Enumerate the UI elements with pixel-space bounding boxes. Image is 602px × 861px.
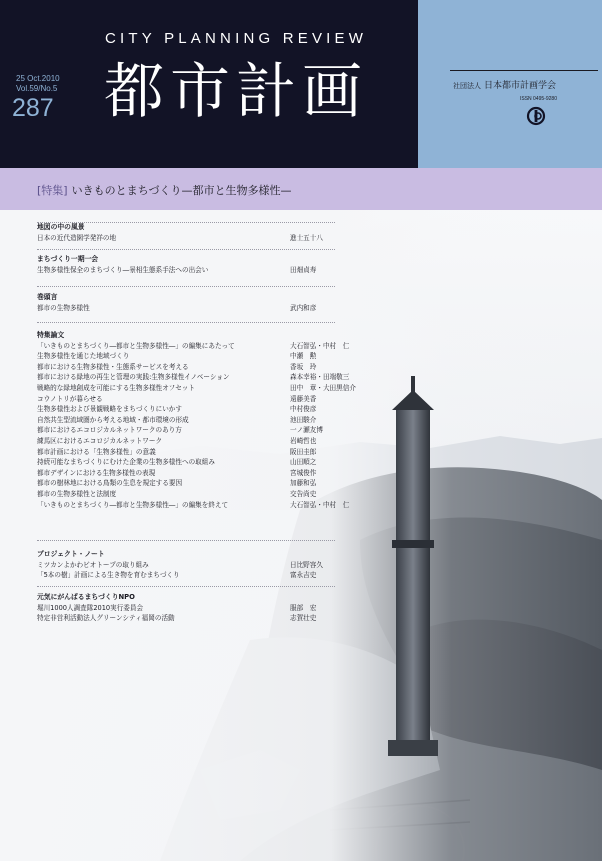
issue-volume: Vol.59/No.5: [16, 84, 58, 93]
publisher-name: 日本都市計画学会: [484, 81, 557, 91]
toc-item-title: 生物多様性保全のまちづくり―景相生態系手法への出会い: [37, 265, 209, 274]
toc-section: [37, 222, 377, 243]
toc-item-author: 森本幸裕・田端敬三: [290, 373, 350, 382]
toc-item: [37, 489, 377, 500]
toc-item-title: 「いきものとまちづくり―都市と生物多様性―」の編集にあたって: [37, 341, 235, 350]
toc-item-author: 遠藤美香: [290, 394, 317, 403]
toc-item: [37, 362, 377, 373]
toc-item-author: 服部 宏: [290, 603, 317, 612]
toc-item-title: 生物多様性および景観戦略をまちづくりにいかす: [37, 405, 182, 414]
toc-item-author: 中村俊彦: [290, 405, 317, 414]
toc-item-author: 日比野容久: [290, 560, 323, 569]
toc-divider: [37, 249, 335, 250]
feature-title: いきものとまちづくり—都市と生物多様性—: [71, 184, 292, 197]
toc-item-title: 「5本の樹」計画による生き物を育むまちづくり: [37, 571, 180, 580]
toc-item-title: 戦略的な緑地創成を可能にする生物多様性オフセット: [37, 383, 195, 392]
publisher-prefix: 社団法人: [453, 82, 481, 90]
toc-item-title: ミツカンよかわビオトープの取り組み: [37, 560, 149, 569]
toc-section-title: まちづくり一期一会: [37, 255, 99, 263]
toc-item-author: 加藤和弘: [290, 479, 317, 488]
toc-item-author: 阪田圭郎: [290, 447, 317, 456]
toc-item-author: 岩崎哲也: [290, 436, 317, 445]
toc-item: [37, 233, 377, 244]
toc-item: [37, 372, 377, 383]
toc-item: [37, 560, 377, 571]
toc-item: [37, 457, 377, 468]
toc-item-title: 「いきものとまちづくり―都市と生物多様性―」の編集を終えて: [37, 500, 229, 509]
toc-item-author: 進士五十八: [290, 233, 323, 242]
toc-item-title: 都市デザインにおける生物多様性の表現: [37, 468, 156, 477]
toc-section-title: プロジェクト・ノート: [37, 550, 105, 558]
toc-section-title: 元気にがんばるまちづくりNPO: [37, 593, 135, 601]
toc-item-title: 特定非営利活動法人グリーンシティ福岡の活動: [37, 614, 175, 623]
toc-item: [37, 613, 377, 624]
toc-section: [37, 254, 377, 275]
toc-item-title: 日本の近代造園学発祥の地: [37, 233, 117, 242]
toc-item-title: 堀川1000人調査隊2010実行委員会: [37, 603, 144, 612]
toc-item-title: 都市の生物多様性: [37, 303, 90, 312]
toc-item-title: 都市計画における「生物多様性」の意義: [37, 447, 156, 456]
toc-item: [37, 425, 377, 436]
toc-section: [37, 292, 377, 313]
toc-item-author: 中瀬 勲: [290, 352, 317, 361]
toc-item: [37, 351, 377, 362]
toc-item: [37, 570, 377, 581]
toc-item-title: 持続可能なまちづくりにむけた企業の生物多様性への取組み: [37, 458, 215, 467]
toc-item-author: 富永吉史: [290, 571, 317, 580]
toc-item-title: 都市の樹林地における鳥類の生息を規定する要因: [37, 479, 183, 488]
toc-section: [37, 330, 377, 510]
issue-date: 25 Oct.2010: [16, 74, 60, 83]
toc-section-title: 地図の中の風景: [37, 223, 85, 231]
toc-section: [37, 549, 377, 581]
toc-item-author: 田畑貞寿: [290, 265, 317, 274]
toc-item-author: 大石智弘・中村 仁: [290, 341, 350, 350]
toc-section-title: 特集論文: [37, 331, 65, 339]
toc-divider: [37, 322, 335, 323]
toc-item: [37, 436, 377, 447]
toc-item-title: 練馬区におけるエコロジカルネットワーク: [37, 436, 163, 445]
toc-item-author: 山田順之: [290, 458, 317, 467]
toc-item-author: 田中 章・大田黒信介: [290, 383, 356, 392]
toc-item: [37, 303, 377, 314]
publisher: [453, 78, 556, 91]
toc-item: [37, 404, 377, 415]
toc-item-author: 武内和彦: [290, 303, 317, 312]
toc-item: [37, 603, 377, 614]
magazine-title: 都市計画: [104, 57, 368, 127]
toc-item-author: 一ノ瀬友博: [290, 426, 323, 435]
toc-item-title: 都市におけるエコロジカルネットワークのあり方: [37, 426, 182, 435]
toc-item-author: 香坂 玲: [290, 362, 317, 371]
issue-number: 287: [12, 94, 54, 122]
toc-divider: [37, 540, 335, 541]
toc-item: [37, 500, 377, 511]
toc-item-author: 交告尚史: [290, 489, 317, 498]
toc-item-author: 大石智弘・中村 仁: [290, 500, 350, 509]
toc-item: [37, 447, 377, 458]
toc-item: [37, 394, 377, 405]
society-logo-icon: [526, 106, 546, 126]
toc-item-author: 宮城俊作: [290, 468, 317, 477]
toc-item-title: 都市における緑地の再生と管理の実践:生物多様性イノベーション: [37, 373, 230, 382]
issn: ISSN 0495-9280: [520, 96, 557, 102]
toc-item: [37, 468, 377, 479]
toc-section: [37, 592, 377, 624]
series-name: CITY PLANNING REVIEW: [105, 30, 368, 47]
toc-item-title: 都市における生物多様性・生態系サービスを考える: [37, 362, 189, 371]
toc-item: [37, 383, 377, 394]
toc-item-author: 池田駿介: [290, 415, 317, 424]
toc-item-title: コウノトリが暮らせる: [37, 394, 103, 403]
toc-item: [37, 478, 377, 489]
feature-tag: [特集]: [37, 184, 68, 197]
toc-item: [37, 265, 377, 276]
toc-item-author: 志賀壮史: [290, 614, 317, 623]
toc-item: [37, 341, 377, 352]
toc-item-title: 自然共生型流域圏から考える地域・都市環境の形成: [37, 415, 189, 424]
toc-section-title: 巻頭言: [37, 293, 58, 301]
toc-item-title: 都市の生物多様性と法制度: [37, 489, 117, 498]
feature-heading: [37, 182, 291, 198]
toc-divider: [37, 286, 335, 287]
toc-divider: [37, 586, 335, 587]
toc-item: [37, 415, 377, 426]
toc-item-title: 生物多様性を通じた地域づくり: [37, 352, 130, 361]
